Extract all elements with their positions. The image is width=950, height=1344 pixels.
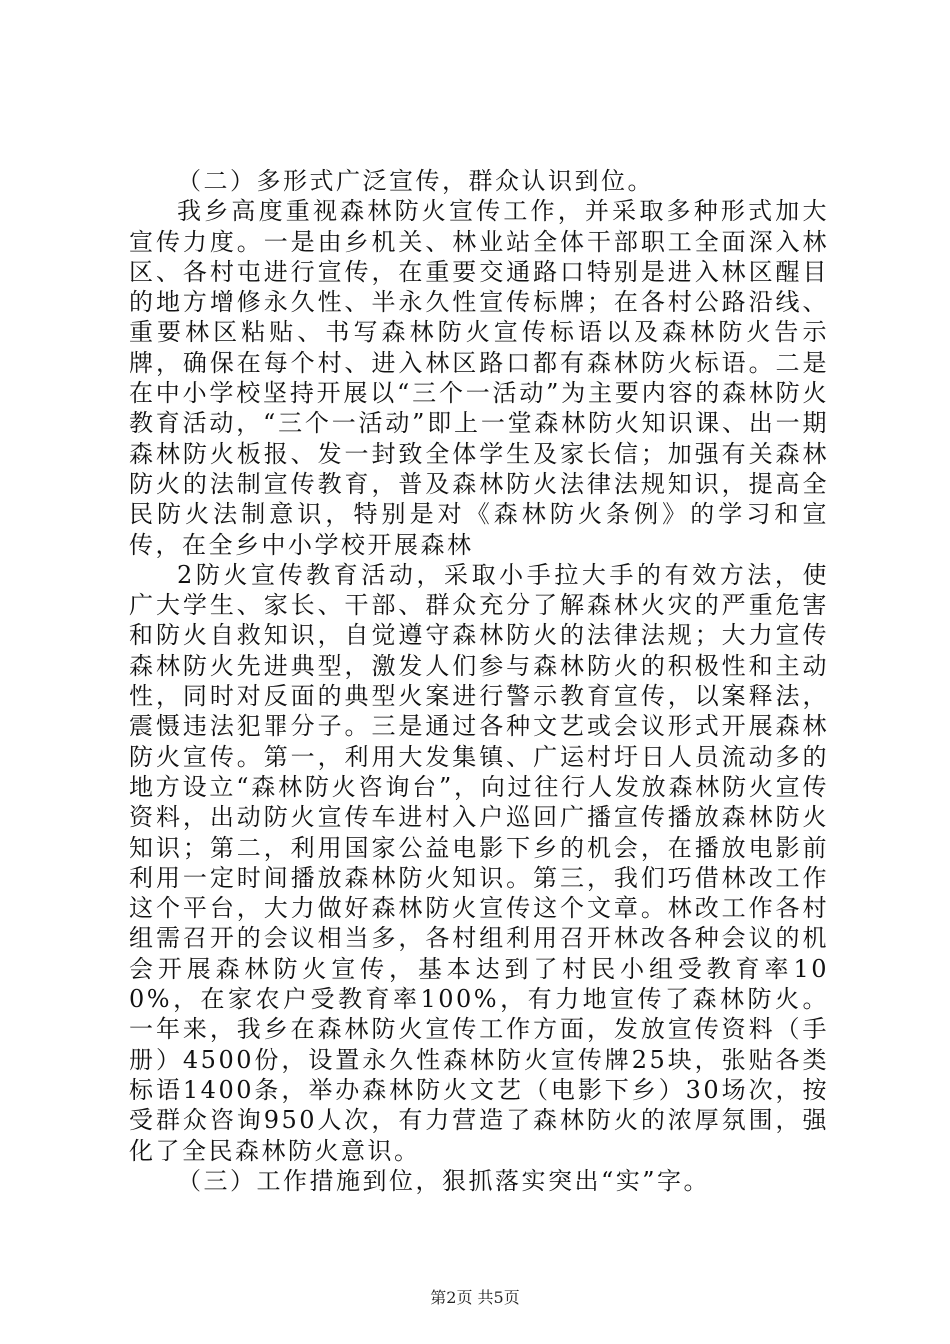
section-heading-2: （二）多形式广泛宣传，群众认识到位。 (177, 167, 654, 195)
body-text (129, 166, 829, 1196)
paragraph-2: 2防火宣传教育活动，采取小手拉大手的有效方法，使广大学生、家长、干部、群众充分了解森林火灾的严重危害和防火自救知识，自觉遵守森林防火的法律法规；大力宣传森林防火先进典型，激发人们参与森林防火的积极性和主动性，同时对反面的典型火案进行警示教育宣传，以案释法，震慑违法犯罪分子。三是通过各种文艺或会议形式开展森林防火宣传。第一，利用大发集镇、广运村圩日人员流动多的地方设立“森林防火咨询台”，向过往行人发放森林防火宣传资料，出动防火宣传车进村入户巡回广播宣传播放森林防火知识；第二，利用国家公益电影下乡的机会，在播放电影前利用一定时间播放森林防火知识。第三，我们巧借林改工作这个平台，大力做好森林防火宣传这个文章。林改工作各村组需召开的会议相当多，各村组利用召开林改各种会议的机会开展森林防火宣传，基本达到了村民小组受教育率100%，在家农户受教育率100%，有力地宣传了森林防火。一年来，我乡在森林防火宣传工作方面，发放宣传资料（手册）4500份，设置永久性森林防火宣传牌25块，张贴各类标语1400条，举办森林防火文艺（电影下乡）30场次，按受群众咨询950人次，有力营造了森林防火的浓厚氛围，强化了全民森林防火意识。 (129, 560, 829, 1165)
page-number: 第2页 共5页 (430, 1288, 520, 1307)
paragraph-1: 我乡高度重视森林防火宣传工作，并采取多种形式加大宣传力度。一是由乡机关、林业站全体干部职工全面深入林区、各村屯进行宣传，在重要交通路口特别是进入林区醒目的地方增修永久性、半永久性宣传标牌；在各村公路沿线、重要林区粘贴、书写森林防火宣传标语以及森林防火告示牌，确保在每个村、进入林区路口都有森林防火标语。二是在中小学校坚持开展以“三个一活动”为主要内容的森林防火教育活动，“三个一活动”即上一堂森林防火知识课、出一期森林防火板报、发一封致全体学生及家长信；加强有关森林防火的法制宣传教育，普及森林防火法律法规知识，提高全民防火法制意识，特别是对《森林防火条例》的学习和宣传，在全乡中小学校开展森林 (129, 197, 829, 559)
section-heading-3: （三）工作措施到位，狠抓落实突出“实”字。 (177, 1166, 711, 1195)
